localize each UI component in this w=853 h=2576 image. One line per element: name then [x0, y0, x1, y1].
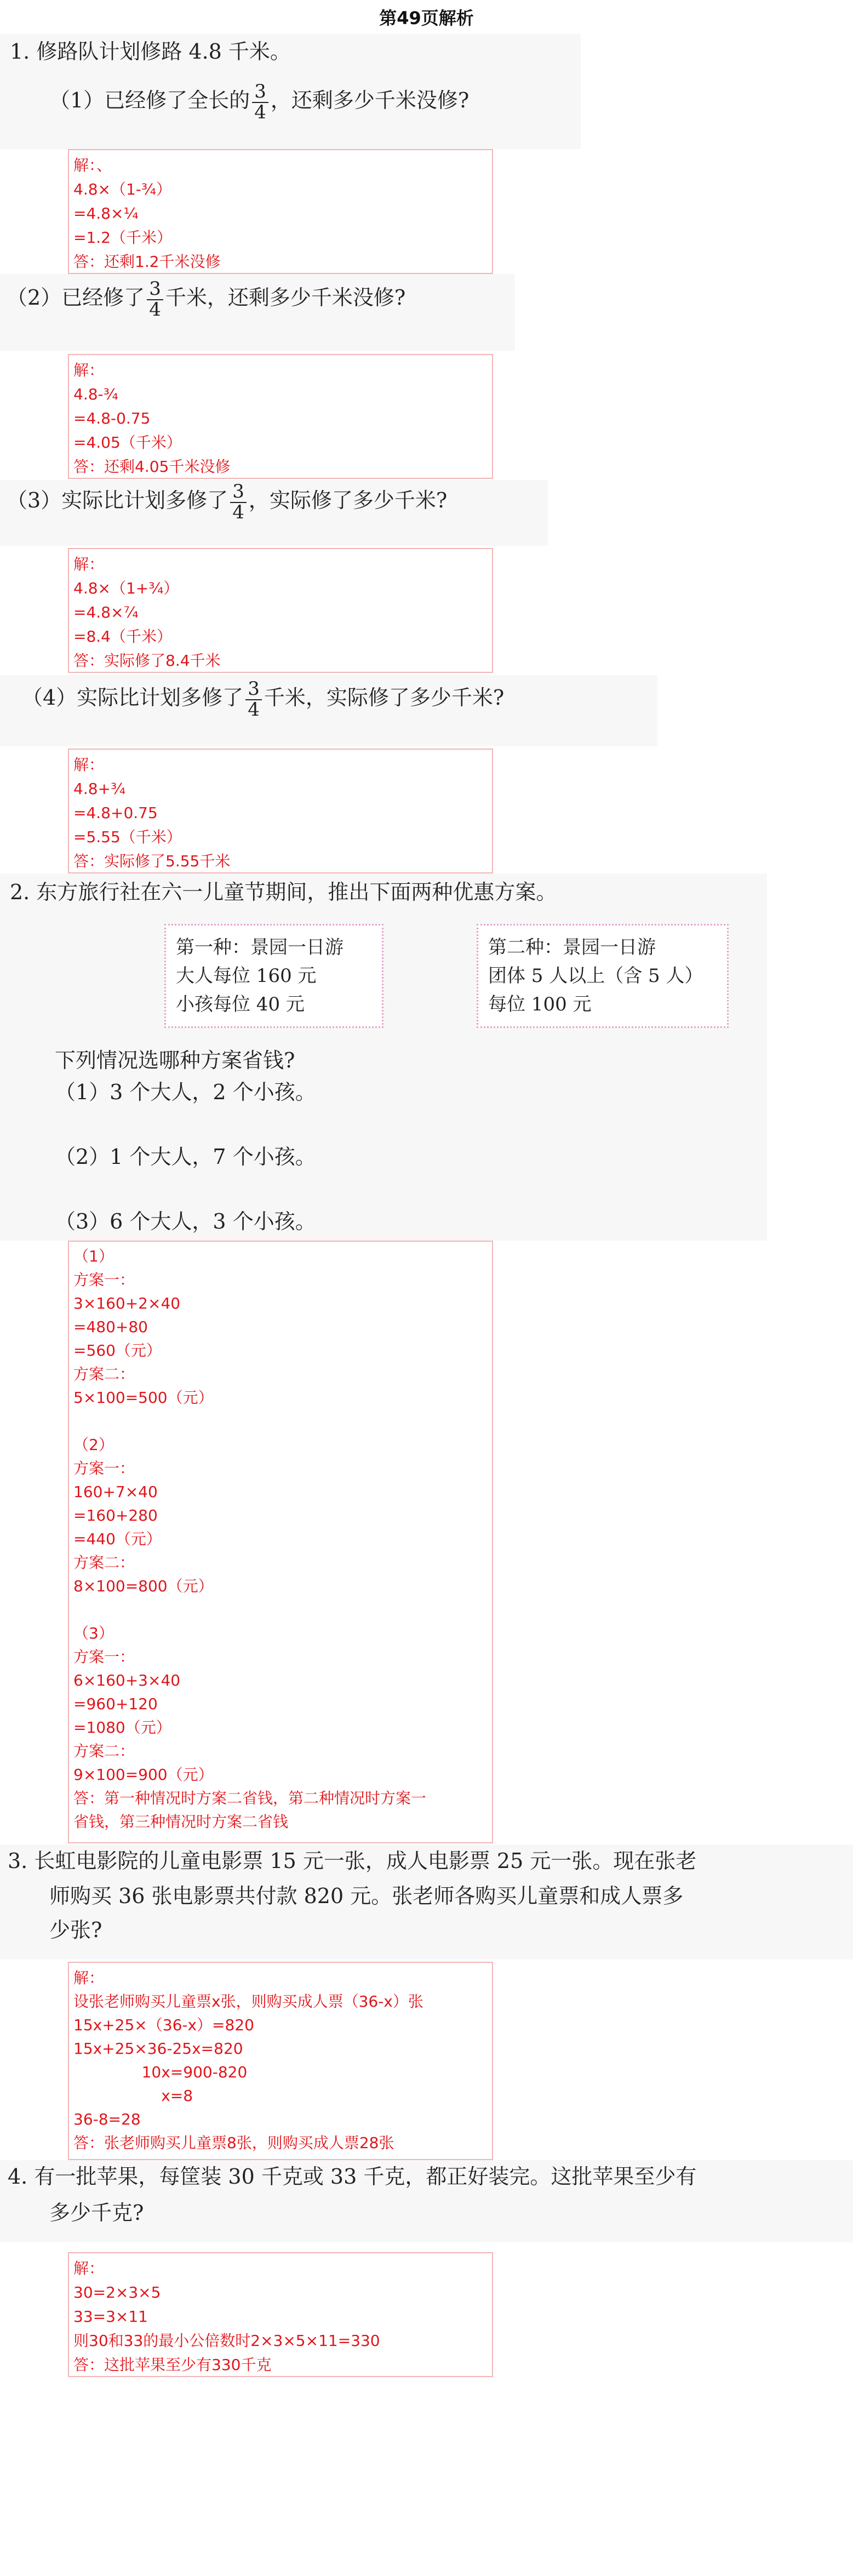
page-title: 第49页解析: [379, 8, 474, 28]
answer-box-1-1: 解：、 4.8×（1-¾） =4.8×¼ =1.2（千米） 答：还剩1.2千米没修: [68, 149, 493, 274]
question-2-ask: 下列情况选哪种方案省钱?: [55, 1048, 295, 1072]
question-2-case-3: （3）6 个大人，3 个小孩。: [55, 1209, 316, 1233]
question-4-line-1: 4. 有一批苹果，每筐装 30 千克或 33 千克，都正好装完。这批苹果至少有: [8, 2164, 697, 2189]
plan-1-card: 第一种：景园一日游 大人每位 160 元 小孩每位 40 元: [164, 924, 383, 1028]
answer-box-4: 解： 30=2×3×5 33=3×11 则30和33的最小公倍数时2×3×5×11=330 答：这批苹果至少有330千克: [68, 2252, 493, 2377]
question-1-part-2: （2）已经修了 $\frac{3}{4}$ 千米，还剩多少千米没修?: [7, 278, 406, 321]
answer-box-1-3: 解： 4.8×（1+¾） =4.8×⁷⁄₄ =8.4（千米） 答：实际修了8.4千米: [68, 548, 493, 673]
question-4-line-2: 多少千克?: [49, 2201, 144, 2225]
question-1-part-1: （1）已经修了全长的 $\frac{3}{4}$ ，还剩多少千米没修?: [49, 81, 470, 123]
answer-box-1-2: 解： 4.8-¾ =4.8-0.75 =4.05（千米） 答：还剩4.05千米没修: [68, 354, 493, 479]
question-2-case-2: （2）1 个大人，7 个小孩。: [55, 1145, 316, 1169]
question-2-stem: 2. 东方旅行社在六一儿童节期间，推出下面两种优惠方案。: [10, 880, 557, 904]
question-1-part-3: （3）实际比计划多修了 $\frac{3}{4}$ ，实际修了多少千米?: [7, 481, 448, 523]
question-3-line-1: 3. 长虹电影院的儿童电影票 15 元一张，成人电影票 25 元一张。现在张老: [8, 1849, 697, 1873]
question-1-part-4: （4）实际比计划多修了 $\frac{3}{4}$ 千米，实际修了多少千米?: [22, 678, 505, 721]
answer-box-2: （1） 方案一： 3×160+2×40 =480+80 =560（元） 方案二： 5×100=500（元） （2） 方案一： 160+7×40 =160+280 =440（元） 方案二： 8×100=800（元） （3） 方案一： 6×160+3×40 =960+120 =1080（元） 方案二： 9×100=900（元） 答：第一种情况时方案二省钱，第二种情况时方案一 省钱，第三种情况时方案二省钱: [68, 1241, 493, 1843]
answer-box-3: 解： 设张老师购买儿童票x张，则购买成人票（36-x）张 15x+25×（36-x）=820 15x+25×36-25x=820 10x=900-820 x=8 36-8=28 答：张老师购买儿童票8张，则购买成人票28张: [68, 1962, 493, 2160]
question-3-line-3: 少张?: [49, 1918, 102, 1942]
question-1-stem: 1. 修路队计划修路 4.8 千米。: [10, 39, 291, 64]
answer-box-1-4: 解： 4.8+¾ =4.8+0.75 =5.55（千米） 答：实际修了5.55千米: [68, 749, 493, 873]
question-3-line-2: 师购买 36 张电影票共付款 820 元。张老师各购买儿童票和成人票多: [49, 1884, 684, 1908]
plan-2-card: 第二种：景园一日游 团体 5 人以上（含 5 人） 每位 100 元: [477, 924, 729, 1028]
question-2-case-1: （1）3 个大人，2 个小孩。: [55, 1080, 316, 1104]
